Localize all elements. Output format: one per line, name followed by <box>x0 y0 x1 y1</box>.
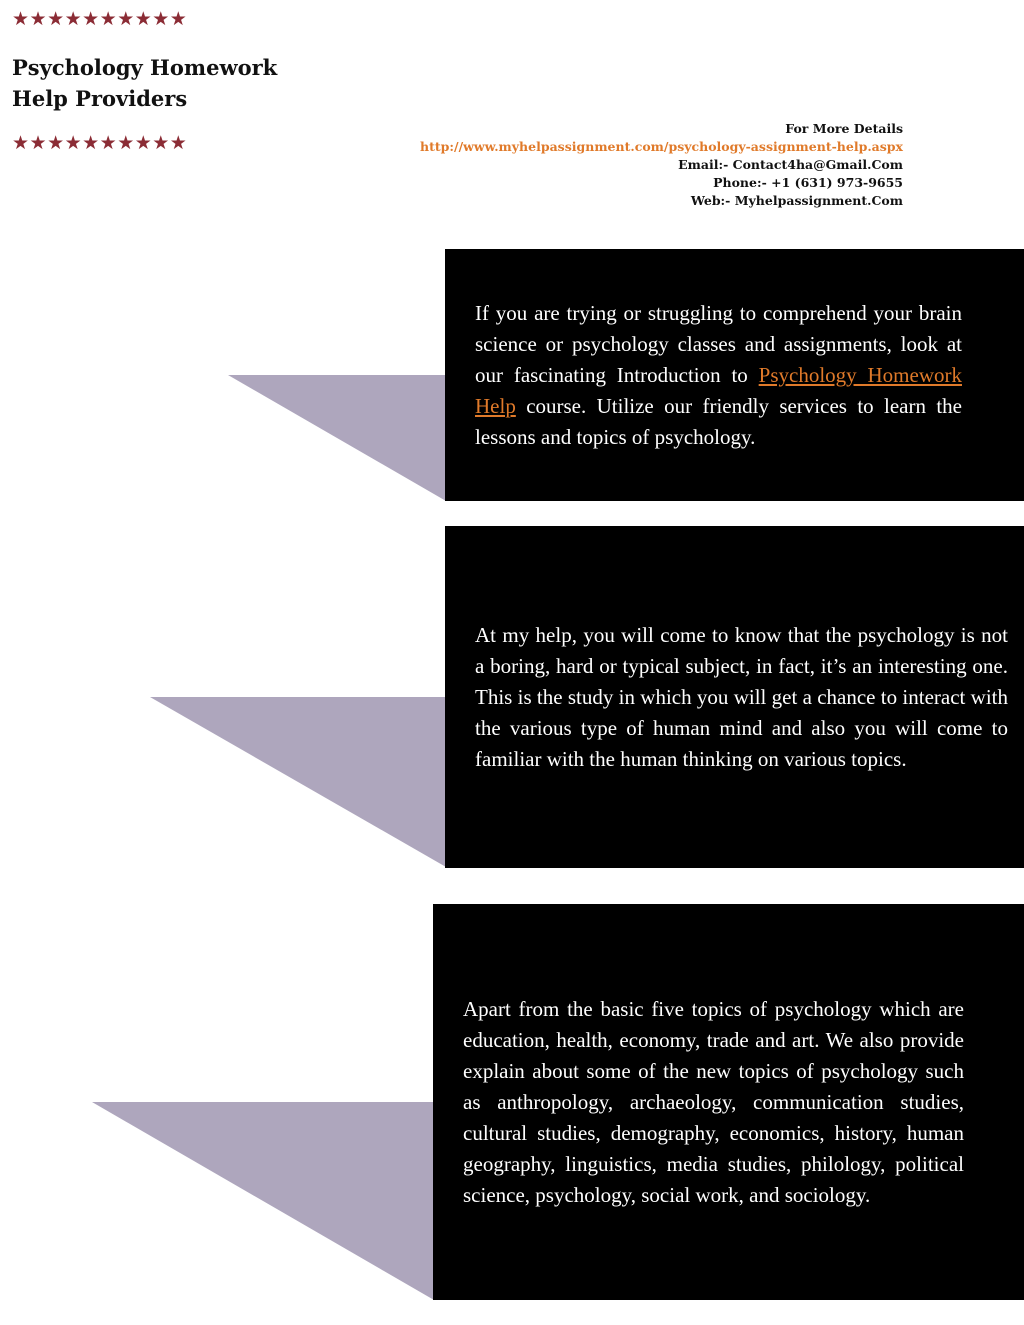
document-title <box>12 52 292 114</box>
contact-heading: For More Details <box>785 121 903 136</box>
text-block-3-paragraph: Apart from the basic five topics of psychology which are education, health, economy, trade and art. We also provide explain about some of the new topics of psychology such as anthropology, archaeology, communication studies, cultural studies, demography, economics, history, human geography, linguistics, media studies, philology, political science, psychology, social work, and sociology. <box>463 996 964 1207</box>
text-block-3 <box>433 904 1024 1300</box>
contact-web: Web:- Myhelpassignment.Com <box>690 193 903 208</box>
text-block-2 <box>445 526 1024 868</box>
contact-phone: Phone:- +1 (631) 973-9655 <box>713 175 903 190</box>
title-line-1: Psychology Homework <box>12 55 278 80</box>
wedge-shape-3 <box>92 1102 434 1300</box>
wedge-shape-2 <box>150 697 446 867</box>
text-block-1-paragraph: If you are trying or struggling to comprehend your brain science or psychology classes and assignments, look at our fascinating Introduction to Psychology Homework Help course. Utilize our friendly services to learn the lessons and topics of psychology. <box>475 300 962 449</box>
contact-url-link[interactable]: http://www.myhelpassignment.com/psychology-assignment-help.aspx <box>420 139 903 154</box>
text-block-2-paragraph: At my help, you will come to know that the psychology is not a boring, hard or typical subject, in fact, it’s an interesting one. This is the study in which you will get a chance to interact with the various type of human mind and also you will come to familiar with the human thinking on various topics. <box>475 622 1008 771</box>
stars-decoration-bottom: ★★★★★★★★★★ <box>12 132 188 154</box>
title-line-2: Help Providers <box>12 86 188 111</box>
contact-email: Email:- Contact4ha@Gmail.Com <box>678 157 903 172</box>
text-block-1 <box>445 249 1024 501</box>
psychology-homework-help-link[interactable]: Psychology Homework Help <box>475 362 962 418</box>
stars-decoration-top: ★★★★★★★★★★ <box>12 8 188 30</box>
wedge-shape-1 <box>228 375 446 501</box>
contact-details <box>420 120 903 210</box>
